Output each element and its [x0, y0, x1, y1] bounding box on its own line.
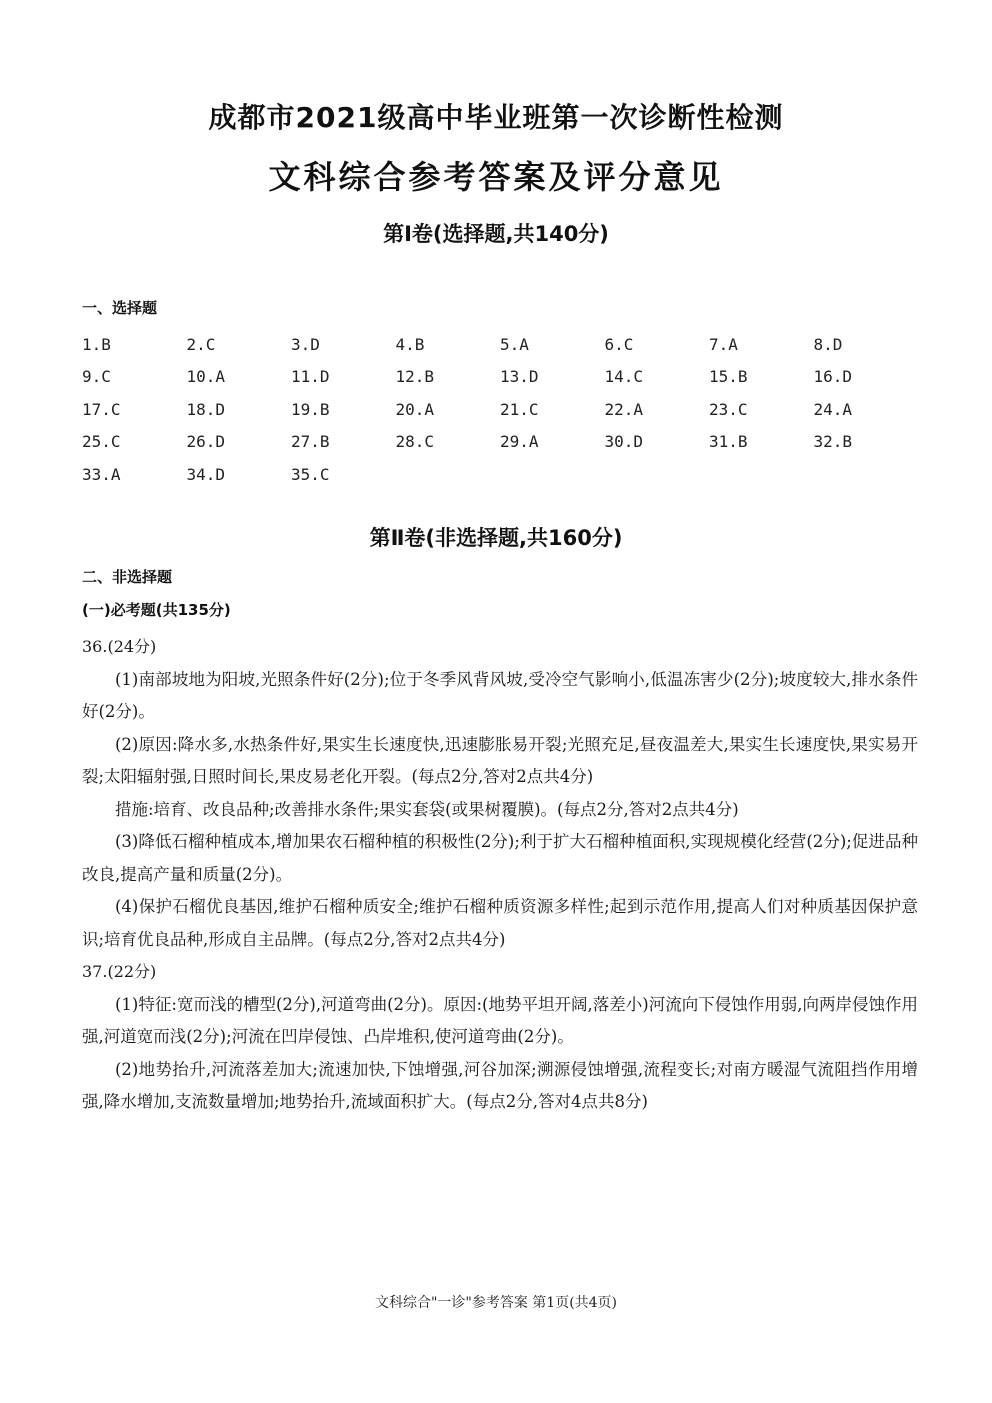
multiple-choice-answers — [82, 328, 922, 491]
answer-item: 13.D — [500, 367, 539, 387]
answer-item: 10.A — [186, 367, 226, 387]
answer-item: 32.B — [813, 432, 853, 452]
answer-item: 31.B — [709, 432, 748, 452]
answer-item: 22.A — [604, 399, 644, 419]
answer-item: 30.D — [604, 432, 644, 452]
q36-part2-measures: 措施:培育、改良品种;改善排水条件;果实套袋(或果树覆膜)。(每点2分,答对2点共4分) — [115, 799, 739, 819]
answer-body — [82, 631, 918, 1119]
answer-row — [82, 393, 922, 426]
answer-item: 35.C — [291, 464, 330, 484]
answer-item: 3.D — [291, 334, 320, 354]
answer-item: 34.D — [186, 464, 226, 484]
answer-item: 24.A — [813, 399, 853, 419]
answer-key-title: 文科综合参考答案及评分意见 — [268, 158, 724, 196]
answer-item: 15.B — [709, 367, 748, 387]
answer-item: 1.B — [82, 334, 111, 354]
exam-title: 成都市2021级高中毕业班第一次诊断性检测 — [208, 101, 784, 134]
page-footer: 文科综合"一诊"参考答案 第1页(共4页) — [374, 1295, 618, 1311]
q37-part2: (2)地势抬升,河流落差加大;流速加快,下蚀增强,河谷加深;溯源侵蚀增强,流程变长;对南方暖湿气流阻挡作用增强,降水增加,支流数量增加;地势抬升,流域面积扩大。(每点2分,答对4点共8分) — [82, 1059, 918, 1111]
answer-item: 2.C — [186, 334, 216, 354]
q36-part2-reasons: (2)原因:降水多,水热条件好,果实生长速度快,迅速膨胀易开裂;光照充足,昼夜温差大,果实生长速度快,果实易开裂;太阳辐射强,日照时间长,果皮易老化开裂。(每点2分,答对2点共4分) — [82, 734, 918, 786]
q36-part1: (1)南部坡地为阳坡,光照条件好(2分);位于冬季风背风坡,受冷空气影响小,低温冻害少(2分);坡度较大,排水条件好(2分)。 — [82, 669, 918, 721]
answer-item: 26.D — [186, 432, 226, 452]
answer-row — [82, 426, 922, 459]
answer-item: 25.C — [82, 432, 121, 452]
volume2-heading: 第Ⅱ卷(非选择题,共160分) — [369, 526, 623, 550]
answer-item: 20.A — [395, 399, 435, 419]
answer-item: 23.C — [709, 399, 748, 419]
question-37-label: 37.(22分) — [82, 962, 157, 981]
answer-item: 4.B — [395, 334, 425, 354]
answer-item: 8.D — [813, 334, 843, 354]
answer-item: 18.D — [186, 399, 226, 419]
section2-label: 二、非选择题 — [82, 568, 173, 586]
answer-item: 11.D — [291, 367, 330, 387]
question-36-label: 36.(24分) — [82, 637, 157, 656]
answer-item: 7.A — [709, 334, 738, 354]
answer-item: 12.B — [395, 367, 435, 387]
volume1-heading: 第Ⅰ卷(选择题,共140分) — [383, 222, 609, 246]
answer-item: 28.C — [395, 432, 435, 452]
q36-part4: (4)保护石榴优良基因,维护石榴种质安全;维护石榴种质资源多样性;起到示范作用,提高人们对种质基因保护意识;培育优良品种,形成自主品牌。(每点2分,答对2点共4分) — [82, 897, 918, 949]
subsection-label: (一)必考题(共135分) — [82, 601, 231, 619]
answer-item: 9.C — [82, 367, 111, 387]
answer-item: 5.A — [500, 334, 529, 354]
answer-item: 29.A — [500, 432, 539, 452]
answer-item: 27.B — [291, 432, 330, 452]
answer-row — [82, 328, 922, 361]
answer-row — [82, 458, 922, 491]
answer-item: 6.C — [604, 334, 634, 354]
q37-part1: (1)特征:宽而浅的槽型(2分),河道弯曲(2分)。原因:(地势平坦开阔,落差小)河流向下侵蚀作用弱,向两岸侵蚀作用强,河道宽而浅(2分);河流在凹岸侵蚀、凸岸堆积,使河道弯曲(2分)。 — [82, 994, 918, 1046]
q36-part3: (3)降低石榴种植成本,增加果农石榴种植的积极性(2分);利于扩大石榴种植面积,实现规模化经营(2分);促进品种改良,提高产量和质量(2分)。 — [82, 832, 918, 884]
answer-item: 19.B — [291, 399, 330, 419]
answer-item: 14.C — [604, 367, 644, 387]
answer-row — [82, 361, 922, 394]
answer-item: 33.A — [82, 464, 121, 484]
answer-item: 21.C — [500, 399, 539, 419]
section1-label: 一、选择题 — [82, 299, 158, 317]
answer-item: 17.C — [82, 399, 121, 419]
answer-item: 16.D — [813, 367, 853, 387]
